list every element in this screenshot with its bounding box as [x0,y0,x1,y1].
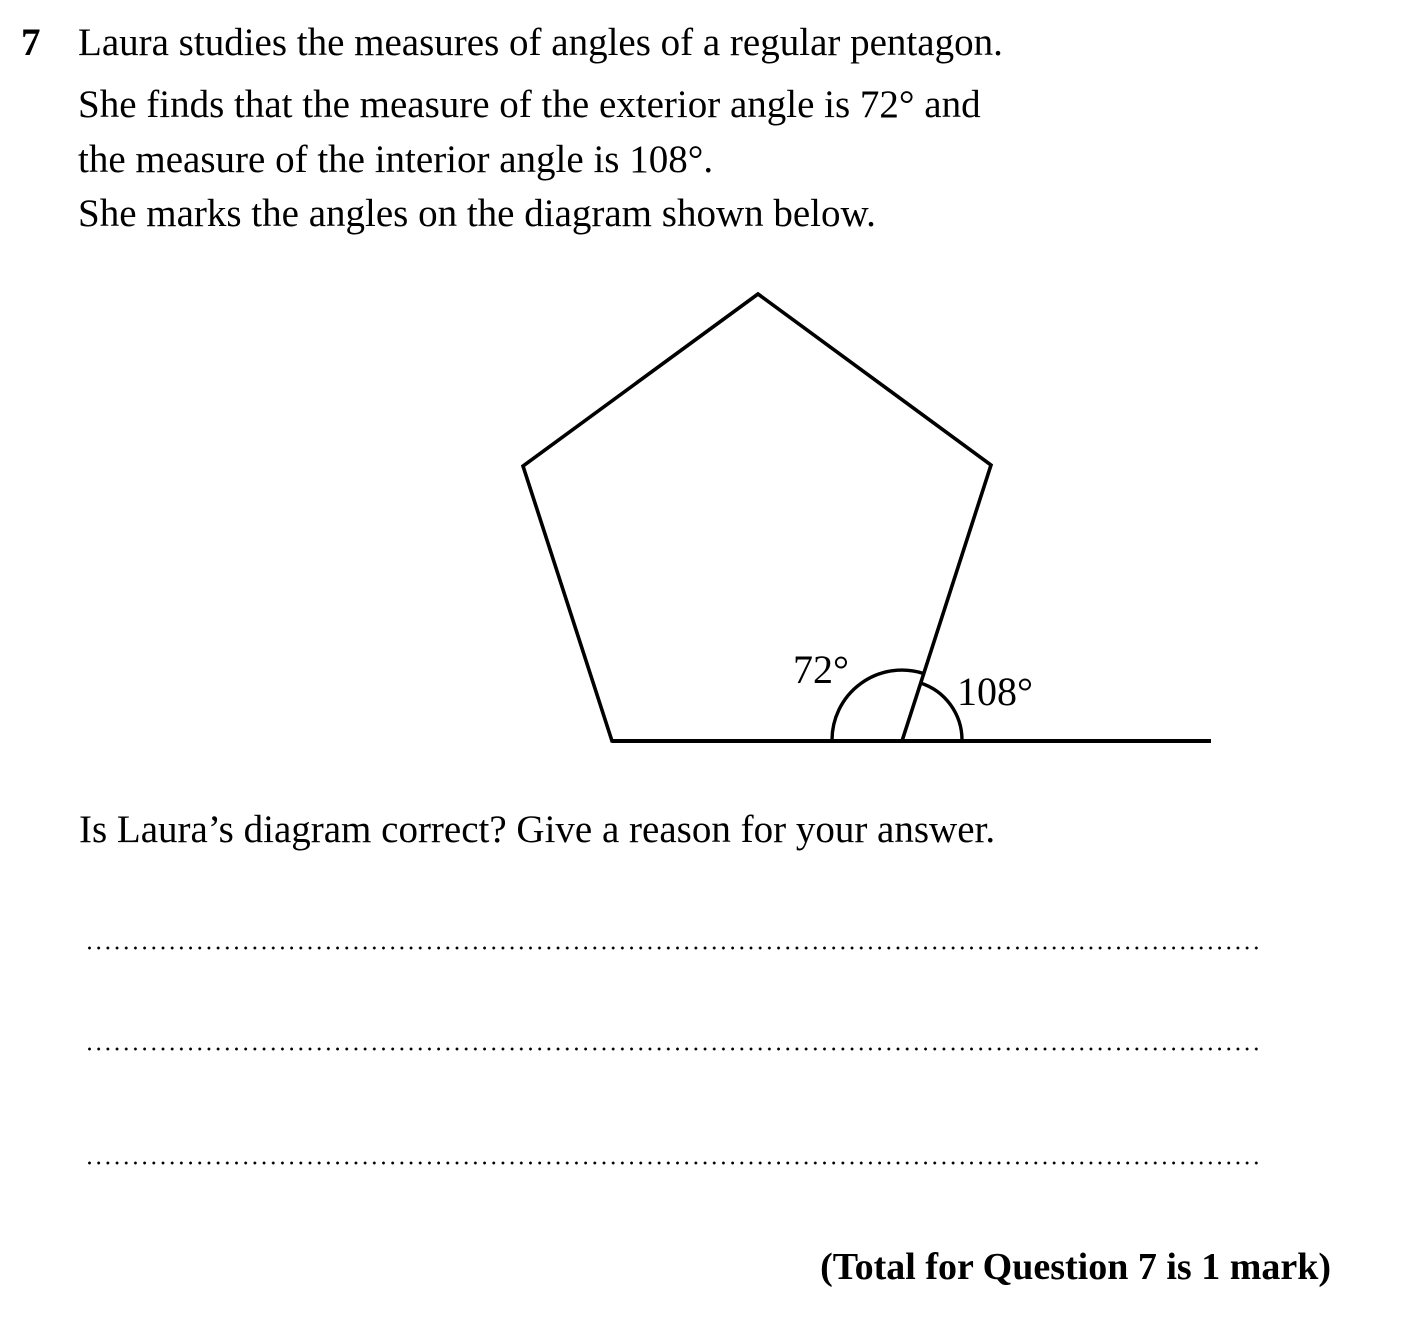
question-prompt: Is Laura’s diagram correct? Give a reason for your answer. [79,808,996,851]
interior-angle-label: 72° [793,647,849,692]
exterior-angle-label: 108° [957,669,1033,714]
question-number: 7 [21,21,41,64]
answer-line-3 [88,1161,1260,1165]
statement-line-2: She finds that the measure of the exterior angle is 72° and [78,83,981,126]
exterior-angle-arc [921,683,963,740]
answer-line-2 [88,1047,1260,1051]
statement-line-1: Laura studies the measures of angles of a regular pentagon. [78,21,1003,64]
statement-line-4: She marks the angles on the diagram shown below. [78,192,876,235]
statement-line-3: the measure of the interior angle is 108°. [78,138,714,181]
total-marks-line: (Total for Question 7 is 1 mark) [820,1246,1331,1288]
answer-line-1 [88,946,1260,950]
